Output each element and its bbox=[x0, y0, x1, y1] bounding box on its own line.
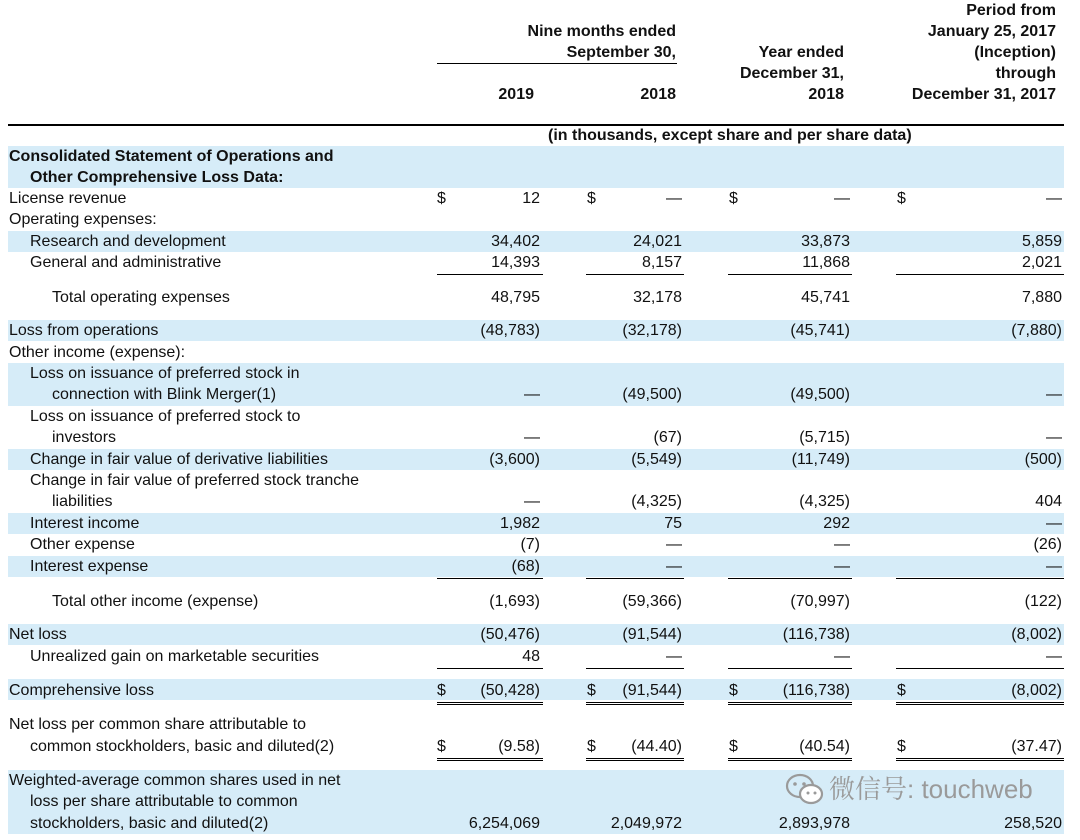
header-group-line2: September 30, bbox=[566, 44, 676, 61]
header-col3-line1: Year ended bbox=[758, 44, 844, 61]
cell-value: (7) bbox=[520, 536, 540, 553]
total-double-rule bbox=[896, 758, 1064, 761]
row-label-wavg-line1: Weighted-average common shares used in net bbox=[9, 772, 341, 789]
total-double-rule bbox=[586, 702, 684, 705]
cell-value: (37.47) bbox=[1011, 738, 1062, 755]
header-group-line1: Nine months ended bbox=[527, 23, 676, 40]
cell-value: 292 bbox=[823, 515, 850, 532]
header-col2-year: 2018 bbox=[640, 86, 676, 103]
total-double-rule bbox=[586, 758, 684, 761]
cell-value: — bbox=[1046, 190, 1062, 207]
header-col3-line2: December 31, bbox=[739, 65, 844, 82]
cell-value: 48 bbox=[522, 648, 540, 665]
cell-value: (49,500) bbox=[790, 386, 850, 403]
cell-value: 33,873 bbox=[801, 233, 850, 250]
cell-value: — bbox=[1046, 515, 1062, 532]
header-col4-line4: through bbox=[995, 65, 1056, 82]
row-label-unrealized: Unrealized gain on marketable securities bbox=[30, 648, 320, 665]
cell-value: — bbox=[1046, 648, 1062, 665]
header-col1-year: 2019 bbox=[498, 86, 534, 103]
cell-value: 2,049,972 bbox=[610, 815, 682, 832]
header-col3-line3: 2018 bbox=[808, 86, 844, 103]
subtotal-rule bbox=[437, 578, 543, 579]
cell-value: — bbox=[1046, 558, 1062, 575]
currency-symbol: $ bbox=[587, 738, 596, 755]
cell-value: (116,738) bbox=[782, 682, 850, 699]
row-label-change-deriv: Change in fair value of derivative liabilities bbox=[30, 451, 328, 468]
cell-value: 2,893,978 bbox=[778, 815, 850, 832]
row-label-change-tranche-line1: Change in fair value of preferred stock tranche bbox=[30, 472, 360, 489]
cell-value: (5,549) bbox=[631, 451, 682, 468]
header-col4-line2: January 25, 2017 bbox=[927, 23, 1056, 40]
cell-value: (48,783) bbox=[480, 322, 540, 339]
cell-value: 24,021 bbox=[633, 233, 682, 250]
row-label-comprehensive: Comprehensive loss bbox=[9, 682, 154, 699]
cell-value: 11,868 bbox=[802, 254, 850, 271]
header-col4-line3: (Inception) bbox=[974, 44, 1056, 61]
row-label-eps-line2: common stockholders, basic and diluted(2) bbox=[30, 738, 335, 755]
row-label-loss-blink-line1: Loss on issuance of preferred stock in bbox=[30, 365, 300, 382]
row-label-other-expense: Other expense bbox=[30, 536, 135, 553]
cell-value: (122) bbox=[1024, 593, 1062, 610]
row-label-interest-income: Interest income bbox=[30, 515, 140, 532]
wechat-logo-icon bbox=[785, 772, 825, 808]
subtotal-rule bbox=[728, 668, 852, 669]
header-col4-line5: December 31, 2017 bbox=[911, 86, 1056, 103]
total-double-rule bbox=[728, 758, 852, 761]
row-label-interest-expense: Interest expense bbox=[30, 558, 149, 575]
cell-value: (40.54) bbox=[799, 738, 850, 755]
row-label-gna: General and administrative bbox=[30, 254, 222, 271]
cell-value: (50,428) bbox=[480, 682, 540, 699]
cell-value: 1,982 bbox=[499, 515, 540, 532]
cell-value: 48,795 bbox=[491, 289, 540, 306]
cell-value: (91,544) bbox=[622, 626, 682, 643]
subtotal-rule bbox=[437, 274, 543, 275]
cell-value: (32,178) bbox=[622, 322, 682, 339]
subtotal-rule bbox=[586, 274, 684, 275]
currency-symbol: $ bbox=[587, 682, 596, 699]
watermark-text: 微信号: touchweb bbox=[829, 774, 1033, 804]
cell-value: (26) bbox=[1033, 536, 1062, 553]
cell-value: (4,325) bbox=[631, 493, 682, 510]
total-double-rule bbox=[728, 702, 852, 705]
row-label-wavg-line2: loss per share attributable to common bbox=[30, 793, 298, 810]
subtotal-rule bbox=[728, 578, 852, 579]
currency-symbol: $ bbox=[897, 682, 906, 699]
currency-symbol: $ bbox=[437, 682, 446, 699]
cell-value: (4,325) bbox=[799, 493, 850, 510]
row-label-operating-expenses: Operating expenses: bbox=[9, 211, 157, 228]
subtotal-rule bbox=[586, 668, 684, 669]
cell-value: 404 bbox=[1035, 493, 1062, 510]
cell-value: (49,500) bbox=[622, 386, 682, 403]
currency-symbol: $ bbox=[729, 738, 738, 755]
subtotal-rule bbox=[896, 668, 1064, 669]
cell-value: — bbox=[1046, 386, 1062, 403]
cell-value: (7,880) bbox=[1011, 322, 1062, 339]
row-label-loss-investors-line2: investors bbox=[52, 429, 117, 446]
subtotal-rule bbox=[896, 578, 1064, 579]
currency-symbol: $ bbox=[587, 190, 596, 207]
row-label-net-loss: Net loss bbox=[9, 626, 67, 643]
cell-value: 75 bbox=[664, 515, 682, 532]
currency-symbol: $ bbox=[729, 682, 738, 699]
header-col4-line1: Period from bbox=[966, 2, 1056, 19]
subtotal-rule bbox=[586, 578, 684, 579]
cell-value: — bbox=[834, 648, 850, 665]
cell-value: — bbox=[666, 558, 682, 575]
cell-value: (500) bbox=[1024, 451, 1062, 468]
wechat-watermark bbox=[785, 770, 1065, 814]
cell-value: 7,880 bbox=[1021, 289, 1062, 306]
cell-value: 14,393 bbox=[491, 254, 540, 271]
cell-value: (3,600) bbox=[489, 451, 540, 468]
cell-value: — bbox=[834, 536, 850, 553]
cell-value: (91,544) bbox=[622, 682, 682, 699]
cell-value: (59,366) bbox=[622, 593, 682, 610]
cell-value: (8,002) bbox=[1011, 626, 1062, 643]
cell-value: — bbox=[1046, 429, 1062, 446]
cell-value: 6,254,069 bbox=[468, 815, 540, 832]
cell-value: — bbox=[524, 429, 540, 446]
currency-symbol: $ bbox=[897, 190, 906, 207]
section-title-line2: Other Comprehensive Loss Data: bbox=[30, 169, 284, 186]
row-label-total-other: Total other income (expense) bbox=[52, 593, 259, 610]
cell-value: 8,157 bbox=[641, 254, 682, 271]
cell-value: 258,520 bbox=[1004, 815, 1062, 832]
cell-value: 2,021 bbox=[1021, 254, 1062, 271]
header-group-underline bbox=[437, 63, 677, 64]
cell-value: (11,749) bbox=[791, 451, 850, 468]
subtotal-rule bbox=[896, 274, 1064, 275]
row-label-rnd: Research and development bbox=[30, 233, 226, 250]
row-label-license-revenue: License revenue bbox=[9, 190, 127, 207]
row-label-total-opex: Total operating expenses bbox=[52, 289, 230, 306]
cell-value: 45,741 bbox=[801, 289, 850, 306]
cell-value: (8,002) bbox=[1011, 682, 1062, 699]
cell-value: (68) bbox=[511, 558, 540, 575]
cell-value: (45,741) bbox=[790, 322, 850, 339]
section-title-line1: Consolidated Statement of Operations and bbox=[9, 148, 334, 165]
row-label-loss-blink-line2: connection with Blink Merger(1) bbox=[52, 386, 277, 403]
cell-value: — bbox=[666, 190, 682, 207]
cell-value: (50,476) bbox=[480, 626, 540, 643]
row-label-loss-ops: Loss from operations bbox=[9, 322, 159, 339]
cell-value: (70,997) bbox=[790, 593, 850, 610]
cell-value: (44.40) bbox=[631, 738, 682, 755]
currency-symbol: $ bbox=[437, 738, 446, 755]
currency-symbol: $ bbox=[897, 738, 906, 755]
cell-value: 32,178 bbox=[633, 289, 682, 306]
cell-value: — bbox=[666, 648, 682, 665]
row-label-other-income: Other income (expense): bbox=[9, 344, 186, 361]
cell-value: (1,693) bbox=[489, 593, 540, 610]
cell-value: (67) bbox=[653, 429, 682, 446]
currency-symbol: $ bbox=[437, 190, 446, 207]
unit-note: (in thousands, except share and per share data) bbox=[548, 127, 912, 144]
total-double-rule bbox=[437, 758, 543, 761]
cell-value: (9.58) bbox=[498, 738, 540, 755]
row-label-wavg-line3: stockholders, basic and diluted(2) bbox=[30, 815, 269, 832]
cell-value: — bbox=[666, 536, 682, 553]
subtotal-rule bbox=[437, 668, 543, 669]
row-label-eps-line1: Net loss per common share attributable to bbox=[9, 716, 307, 733]
cell-value: (5,715) bbox=[799, 429, 850, 446]
cell-value: 5,859 bbox=[1021, 233, 1062, 250]
cell-value: — bbox=[834, 558, 850, 575]
subtotal-rule bbox=[728, 274, 852, 275]
cell-value: — bbox=[524, 386, 540, 403]
cell-value: — bbox=[524, 493, 540, 510]
cell-value: 12 bbox=[522, 190, 540, 207]
row-label-change-tranche-line2: liabilities bbox=[52, 493, 113, 510]
row-label-loss-investors-line1: Loss on issuance of preferred stock to bbox=[30, 408, 301, 425]
cell-value: 34,402 bbox=[491, 233, 540, 250]
total-double-rule bbox=[437, 702, 543, 705]
currency-symbol: $ bbox=[729, 190, 738, 207]
cell-value: — bbox=[834, 190, 850, 207]
cell-value: (116,738) bbox=[782, 626, 850, 643]
total-double-rule bbox=[896, 702, 1064, 705]
